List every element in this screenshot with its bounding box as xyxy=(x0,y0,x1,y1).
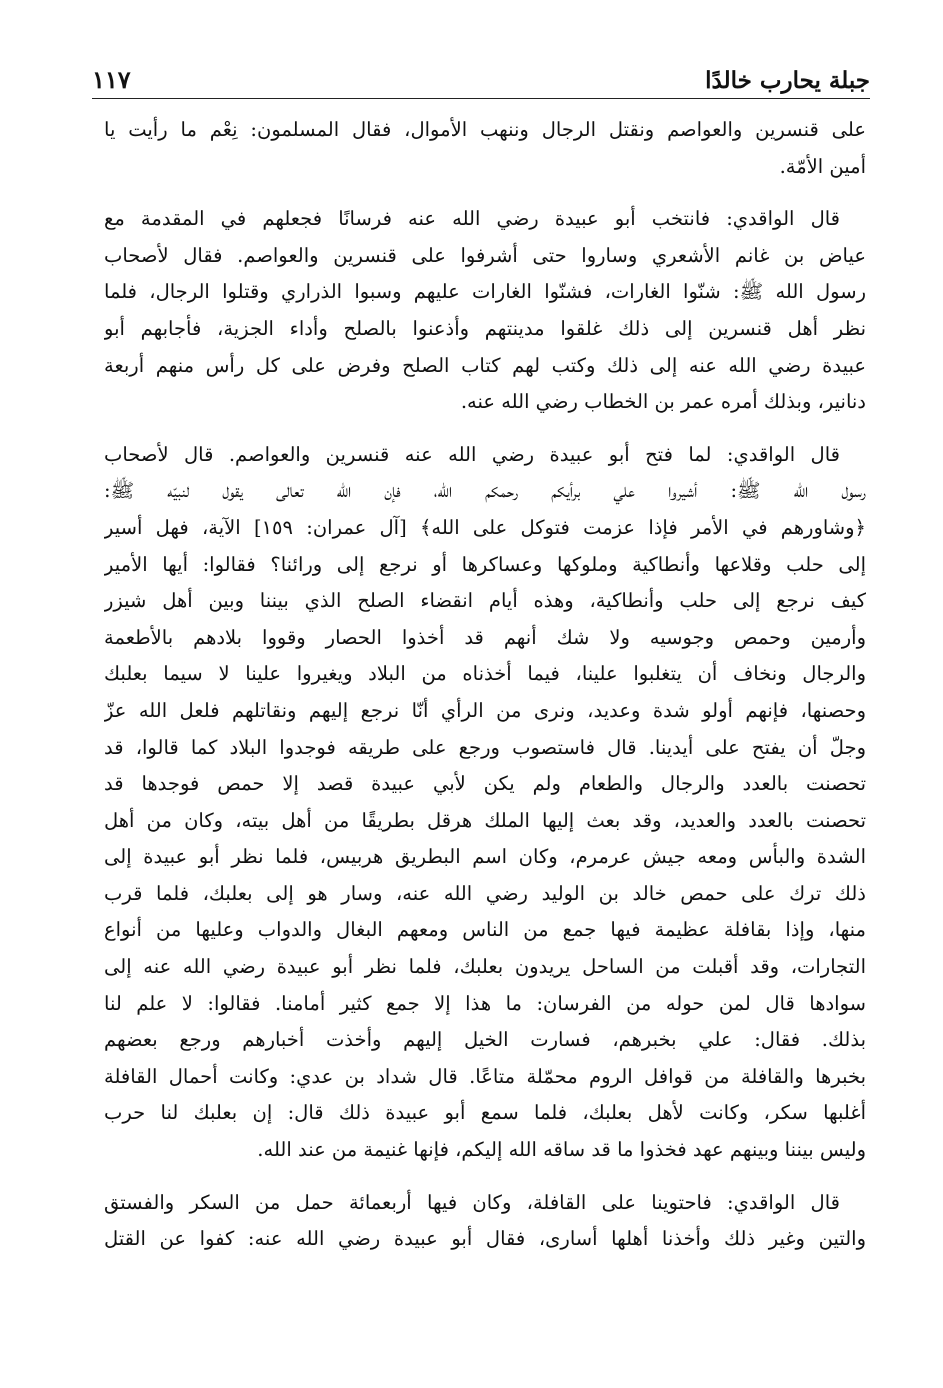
running-head: جبلة يحارب خالدًا xyxy=(705,67,870,94)
text-line: ﴿وشاورهم في الأمر فإذا عزمت فتوكل على الله﴾ [آل عمران: ١٥٩] الآية، فهل أسير xyxy=(104,515,866,539)
text-line: قال الواقدي: فاحتوينا على القافلة، وكان فيها أربعمائة حمل من السكر والفستق xyxy=(104,1190,840,1214)
text-line: إلى حلب وقلاعها وأنطاكية وملوكها وعساكرها أو نرجع إلى ورائنا؟ فقالوا: أيها الأمير xyxy=(104,552,866,576)
text-line: وجلّ أن يفتح على أيدينا. قال فاستصوب ورجع على طريقه فوجدوا البلاد كما قالوا، قد xyxy=(104,735,866,759)
text-line: نظر أهل قنسرين إلى ذلك غلقوا مدينتهم وأذعنوا بالصلح وأداء الجزية، فأجابهم أبو xyxy=(104,316,866,340)
text-line: التجارات، وقد أقبلت من الساحل يريدون بعلبك، فلما نظر أبو عبيدة رضي الله عنه إلى xyxy=(104,955,866,979)
page-body xyxy=(104,112,866,1258)
page-header xyxy=(92,52,870,99)
text-line: على قنسرين والعواصم ونقتل الرجال وننهب الأموال، فقال المسلمون: نِعْم ما رأيت يا xyxy=(104,118,866,141)
paragraph xyxy=(104,201,866,421)
text-line: تحصنت بالعدد والرجال والطعام ولم يكن لأبي عبيدة قصد إلا حمص فوجدها قد xyxy=(104,772,866,796)
paragraph xyxy=(104,1185,866,1258)
text-line: قال الواقدي: فانتخب أبو عبيدة رضي الله عنه فرسانًا فجعلهم في المقدمة مع xyxy=(104,207,840,231)
text-line: والرجال ونخاف أن يتغلبوا علينا، فيما أخذناه من البلاد ويغيروا علينا لا سيما بعلبك xyxy=(104,662,866,686)
text-line: بخبرها والقافلة من قوافل الروم محمّلة متاعًا. قال شداد بن عدي: وكانت أحمال القافلة xyxy=(104,1064,866,1088)
text-line: عياض بن غانم الأشعري وساروا حتى أشرفوا على قنسرين والعواصم. فقال لأصحاب xyxy=(104,243,866,267)
text-line: أغلبها سكر، وكانت لأهل بعلبك، فلما سمع أبو عبيدة ذلك قال: إن بعلبك لنا حرب xyxy=(104,1101,866,1125)
text-line: وحصنها، فإنهم أولو شدة وعديد، ونرى من الرأي أنّا نرجع إليهم ونقاتلهم فلعل الله عزّ xyxy=(104,698,866,722)
text-line: بذلك. فقال: علي بخبرهم، فسارت الخيل إليهم وأخذت أخبارهم ورجع بعضهم xyxy=(104,1028,866,1052)
text-line: وليس بيننا وبينهم عهد فخذوا ما قد ساقه الله إليكم، فإنها غنيمة من عند الله. xyxy=(257,1138,866,1162)
text-line: دنانير، وبذلك أمره عمر بن الخطاب رضي الله عنه. xyxy=(460,390,866,414)
text-line: وأرمين وحمص وجوسيه ولا شك أنهم قد أخذوا الحصار وقووا بلادهم بالأطعمة xyxy=(104,625,866,649)
paragraph-gap xyxy=(104,1169,866,1185)
text-line: رسول الله ﷺ: أشيروا علي برأيكم رحمكم الله، فإن الله تعالى يقول لنبيّه ﷺ: xyxy=(104,479,866,503)
text-line: قال الواقدي: لما فتح أبو عبيدة رضي الله عنه قنسرين والعواصم. قال لأصحاب xyxy=(104,442,840,466)
text-line: أمين الأمّة. xyxy=(779,154,866,178)
page-number: ١١٧ xyxy=(92,65,131,94)
text-line: الشدة والبأس ومعه جيش عرمرم، وكان اسم البطريق هربيس، فلما نظر أبو عبيدة إلى xyxy=(104,845,866,869)
text-line: سوادها قال لمن حوله من الفرسان: ما هذا إلا جمع كثير أمامنا. فقالوا: لا علم لنا xyxy=(104,991,866,1015)
paragraph xyxy=(104,112,866,185)
paragraph-gap xyxy=(104,421,866,437)
text-line: ذلك ترك على حمص خالد بن الوليد رضي الله عنه، وسار هو إلى بعلبك، فلما قرب xyxy=(104,881,866,905)
paragraph-gap xyxy=(104,185,866,201)
text-line: عبيدة رضي الله عنه إلى ذلك وكتب لهم كتاب الصلح وفرض على كل رأس منهم أربعة xyxy=(104,353,866,377)
text-line: منها، وإذا بقافلة عظيمة فيها جمع من الناس ومعهم البغال والدواب وعليها من أنواع xyxy=(104,918,866,942)
text-line: تحصنت بالعدد والعديد، وقد بعث إليها الملك هرقل بطريقًا من أهل بيته، وكان من أهل xyxy=(104,808,866,832)
paragraph xyxy=(104,437,866,1169)
text-line: رسول الله ﷺ: شنّوا الغارات، فشنّوا الغارات عليهم وسبوا الذراري وقتلوا الرجال، فلما xyxy=(104,280,866,304)
text-line: والتين وغير ذلك وأخذنا أهلها أسارى، فقال أبو عبيدة رضي الله عنه: كفوا عن القتل xyxy=(104,1227,866,1251)
text-line: كيف نرجع إلى حلب وأنطاكية، وهذه أيام انقضاء الصلح الذي بيننا وبين أهل شيزر xyxy=(104,589,866,613)
